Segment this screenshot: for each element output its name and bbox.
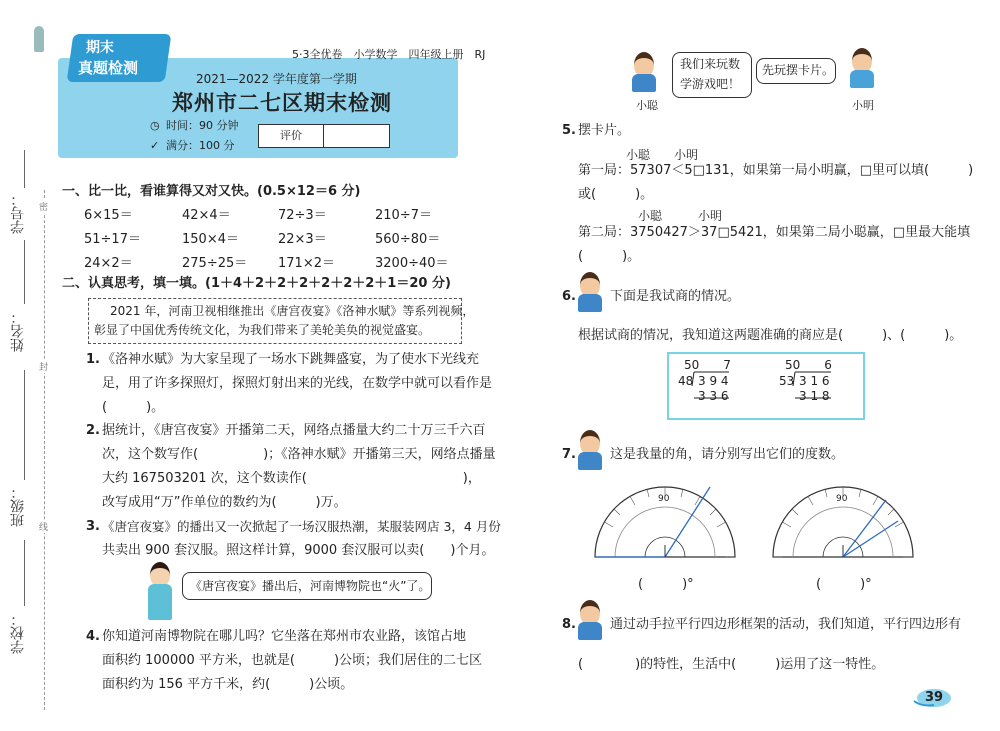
calc-item: 51÷17＝ <box>84 232 141 247</box>
q2-line4[interactable]: 改写成用“万”作单位的数约为( )万。 <box>102 495 347 510</box>
calc-item: 560÷80＝ <box>375 232 441 247</box>
q5-line3: 第二局：3750427＞37□5421，如果第二局小聪赢，□里最大能填 <box>578 225 971 240</box>
div1-trial: 50 7 <box>684 358 731 372</box>
q5-names-1: 小聪 小明 <box>626 148 699 162</box>
evaluation-box[interactable] <box>258 124 390 148</box>
name-xiaoming: 小明 <box>852 99 874 112</box>
bubble-left-line2: 学游戏吧！ <box>680 77 741 91</box>
q4-line1: 你知道河南博物院在哪儿吗？它坐落在郑州市农业路，该馆占地 <box>102 629 467 644</box>
q6-number: 6. <box>562 289 576 304</box>
div2-product: 3 1 8 <box>799 389 830 403</box>
context-line1: 2021 年，河南卫视相继推出《唐宫夜宴》《洛神水赋》等系列视频， <box>110 304 475 318</box>
q7-intro: 这是我量的角，请分别写出它们的度数。 <box>610 447 845 462</box>
q7-answer-2[interactable]: ( )° <box>816 577 872 592</box>
evaluation-label: 评价 <box>259 125 324 147</box>
margin-label-school: 学校： <box>10 612 26 654</box>
calc-item: 210÷7＝ <box>375 208 432 223</box>
badge-line2: 真题检测 <box>78 59 139 77</box>
calc-item: 24×2＝ <box>84 256 133 271</box>
div2-trial: 50 6 <box>785 358 832 372</box>
calc-item: 6×15＝ <box>84 208 133 223</box>
page-title: 郑州市二七区期末检测 <box>172 91 392 115</box>
q1-number: 1. <box>86 352 100 367</box>
calc-item: 22×3＝ <box>278 232 327 247</box>
calc-item: 150×4＝ <box>182 232 239 247</box>
margin-line <box>24 540 25 606</box>
section2-heading: 二、认真思考，填一填。(1＋4＋2＋2＋2＋2＋2＋2＋1＝20 分) <box>62 276 451 291</box>
margin-line <box>24 150 25 188</box>
page-number: 39 <box>925 690 944 705</box>
div1-product: 3 3 6 <box>698 389 729 403</box>
check-icon: ✓ <box>150 139 160 152</box>
q5-names-2: 小聪 小明 <box>638 209 723 223</box>
rocket-icon <box>34 26 44 52</box>
badge-line1: 期末 <box>86 40 114 56</box>
q5-line1[interactable]: 第一局：57307＜5□131，如果第一局小明赢，□里可以填( ) <box>578 163 974 178</box>
div1-dividend: 3 9 4 <box>698 374 729 388</box>
margin-line <box>24 370 25 480</box>
bubble-left-line1: 我们来玩数 <box>680 57 741 71</box>
q8-number: 8. <box>562 617 576 632</box>
girl-character-image <box>146 562 174 622</box>
q4-line2[interactable]: 面积约 100000 平方米，也就是( )公顷；我们居住的二七区 <box>102 653 483 668</box>
q5-line2[interactable]: 或( )。 <box>578 187 654 202</box>
protractor-1-label-90: 90 <box>658 494 670 504</box>
q2-line3[interactable]: 大约 167503201 次，这个数读作( )， <box>102 471 481 486</box>
margin-line <box>24 240 25 304</box>
q5-line4[interactable]: ( )。 <box>578 249 641 264</box>
q5-title: 摆卡片。 <box>578 123 631 138</box>
calc-item: 3200÷40＝ <box>375 256 449 271</box>
section1-heading: 一、比一比，看谁算得又对又快。(0.5×12＝6 分) <box>62 184 361 199</box>
name-xiaocong: 小聪 <box>636 99 658 112</box>
q2-number: 2. <box>86 423 100 438</box>
q8-line1: 通过动手拉平行四边形框架的活动，我们知道，平行四边形有 <box>610 617 962 632</box>
series-label: 5·3全优卷 小学数学 四年级上册 RJ <box>292 48 486 61</box>
q3-line2[interactable]: 共卖出 900 套汉服。照这样计算，9000 套汉服可以卖( )个月。 <box>102 543 495 558</box>
q1-line1: 《洛神水赋》为大家呈现了一场水下跳舞盛宴，为了使水下光线充 <box>102 352 480 367</box>
margin-label-name: 姓名： <box>10 310 26 352</box>
q7-number: 7. <box>562 447 576 462</box>
margin-label-student-id: 学号： <box>10 192 26 234</box>
boy-character-image <box>576 430 604 470</box>
div2-divisor: 53 <box>779 374 795 388</box>
calc-item: 42×4＝ <box>182 208 231 223</box>
q4-line3[interactable]: 面积约为 156 平方千米，约( )公顷。 <box>102 677 354 692</box>
bubble-right-text: 先玩摆卡片。 <box>762 63 835 77</box>
q1-answer-blank[interactable]: ( )。 <box>102 400 165 415</box>
protractor-2-label-90: 90 <box>836 494 848 504</box>
q6-line1[interactable]: 根据试商的情况，我知道这两题准确的商应是( )、( )。 <box>578 328 963 343</box>
cut-char-feng: 封 <box>39 360 48 373</box>
boy-character-image <box>576 600 604 640</box>
q4-number: 4. <box>86 629 100 644</box>
boy-character-image <box>576 272 604 312</box>
bubble-text: 《唐宫夜宴》播出后，河南博物院也“火”了。 <box>190 579 431 593</box>
q3-number: 3. <box>86 519 100 534</box>
q2-line2[interactable]: 次，这个数写作( )；《洛神水赋》开播第三天，网络点播量 <box>102 447 496 462</box>
calc-item: 72÷3＝ <box>278 208 327 223</box>
time-limit: 时间：90 分钟 <box>166 119 239 132</box>
context-line2: 彰显了中国优秀传统文化，为我们带来了美轮美奂的视觉盛宴。 <box>94 323 431 337</box>
cut-char-xian: 线 <box>39 520 48 533</box>
div1-divisor: 48 <box>678 374 694 388</box>
cut-line <box>44 190 45 710</box>
calc-item: 171×2＝ <box>278 256 335 271</box>
cut-char-mi: 密 <box>39 200 48 213</box>
q1-line2: 足，用了许多探照灯，探照灯射出来的光线，在数学中就可以看作是 <box>102 376 493 391</box>
boy-xiaocong-image <box>630 52 658 92</box>
school-year: 2021—2022 学年度第一学期 <box>196 72 357 86</box>
q6-intro: 下面是我试商的情况。 <box>610 289 741 304</box>
q7-answer-1[interactable]: ( )° <box>638 577 694 592</box>
calc-item: 275÷25＝ <box>182 256 248 271</box>
q8-line2[interactable]: ( )的特性，生活中( )运用了这一特性。 <box>578 657 885 672</box>
q5-number: 5. <box>562 123 576 138</box>
div2-dividend: 3 1 6 <box>799 374 830 388</box>
q2-line1: 据统计，《唐宫夜宴》开播第二天，网络点播量大约二十万三千六百 <box>102 423 486 438</box>
margin-label-class: 班级： <box>10 485 26 527</box>
boy-xiaoming-image <box>848 48 876 88</box>
q3-line1: 《唐宫夜宴》的播出又一次掀起了一场汉服热潮，某服装网店 3，4 月份 <box>102 519 501 534</box>
full-score: 满分：100 分 <box>166 139 235 152</box>
clock-icon: ◷ <box>150 119 160 132</box>
